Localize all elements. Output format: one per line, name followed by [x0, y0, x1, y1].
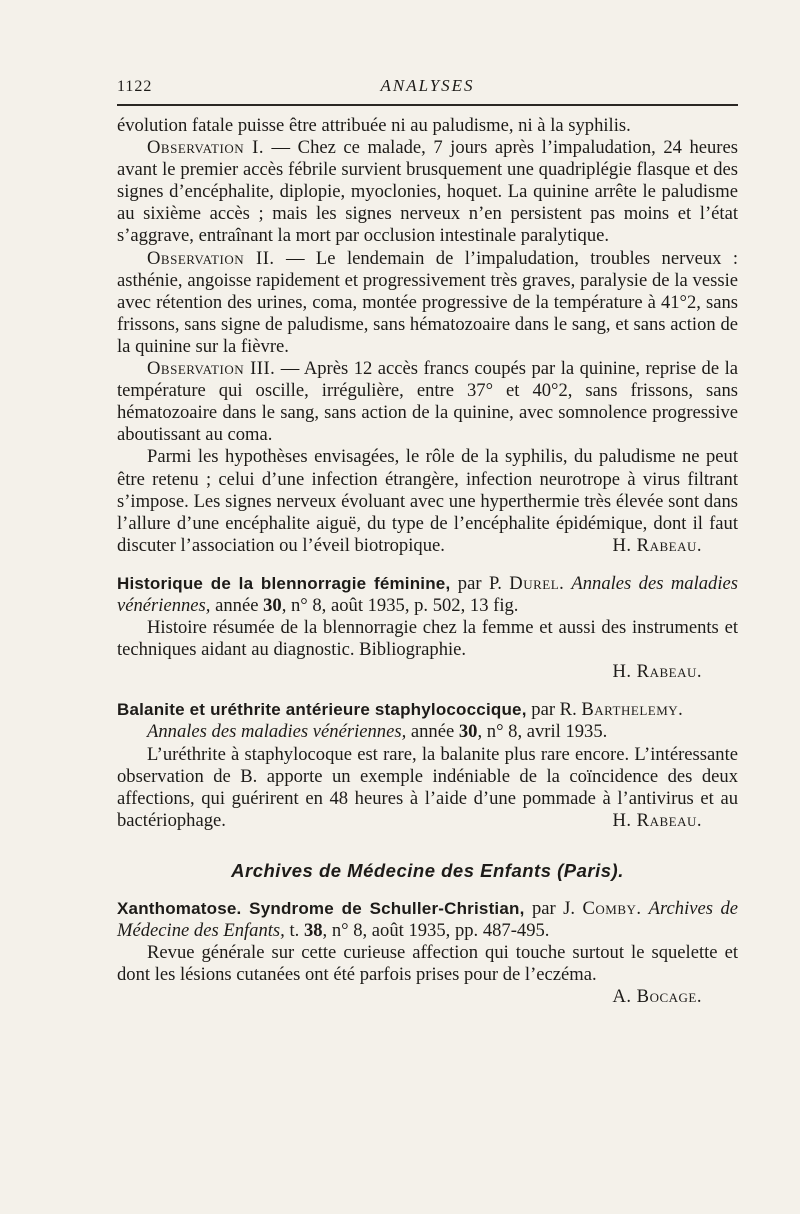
reference-details: , n° 8, août 1935, pp. 487-495.: [322, 920, 550, 942]
reference-1: [117, 573, 738, 617]
observation-1-label: Observation I.: [147, 137, 264, 159]
observation-1-text: — Chez ce malade, 7 jours après l’impaludation, 24 heures avant le premier accès fébrile survient brusquement une quadriplégie flasque et des signes d’encéphalite, diplopie, myoclonies, hoquet. La quinine arrête le paludisme au sixième accès ; mais les signes nerveux n’en persistent pas moins et l’état s’aggrave, entraînant la mort par occlusion intestinale paralytique.: [117, 137, 738, 247]
reference-journal: Annales des maladies vénériennes,: [147, 721, 407, 743]
reference-3-abstract: [117, 942, 738, 1008]
discussion-text: Parmi les hypothèses envisagées, le rôle de la syphilis, du paludisme ne peut être retenu ; celui d’une infection étrangère, infection neurotrope à virus filtrant s’impose. Les signes nerveux évoluant avec une hyperthermie très élevée sont dans l’allure d’une encéphalite aiguë, du type de l’encéphalite épidémique, dont il faut discuter l’association ou l’éveil biotropique.: [117, 446, 738, 556]
observation-2: [117, 248, 738, 358]
section-title: Archives de Médecine des Enfants (Paris).: [231, 859, 624, 881]
observation-3-label: Observation III.: [147, 358, 276, 380]
reference-volume: 38: [303, 920, 323, 942]
reference-author: Durel.: [509, 572, 565, 594]
reference-by: par P.: [450, 572, 510, 594]
abstract-text: L’uréthrite à staphylocoque est rare, la balanite plus rare encore. L’intéressante observation de B. apporte un exemple indéniable de la coïncidence des deux affections, qui guérirent en 48 heures à l’aide d’une pommade à l’antivirus et au bactériophage.: [117, 743, 738, 831]
observation-3-text: — Après 12 accès francs coupés par la quinine, reprise de la température qui oscille, irrégulière, entre 37° et 40°2, sans frissons, sans hématozoaire dans le sang, sans action de la quinine, avec somnolence progressive aboutissant au coma.: [117, 358, 738, 446]
signature: H. Rabeau.: [612, 661, 702, 683]
reference-title: Historique de la blennorragie féminine,: [117, 573, 451, 593]
running-title: ANALYSES: [380, 76, 475, 95]
reference-title: Xanthomatose. Syndrome de Schuller-Christian,: [117, 899, 525, 918]
reference-pre-volume: t.: [284, 920, 304, 942]
page-number: 1122: [117, 78, 153, 95]
continued-paragraph: évolution fatale puisse être attribuée ni au paludisme, ni à la syphilis.: [117, 115, 631, 136]
reference-by: par R.: [526, 699, 582, 721]
reference-2: [117, 699, 738, 743]
reference-details: , n° 8, août 1935, p. 502, 13 fig.: [281, 594, 519, 616]
signature: H. Rabeau.: [612, 809, 702, 831]
reference-2-abstract: [117, 744, 738, 832]
discussion-paragraph: [117, 446, 738, 556]
reference-pre-volume: année: [210, 594, 264, 616]
signature: A. Bocage.: [612, 986, 702, 1008]
reference-journal: Annales des maladies vénériennes,: [117, 572, 739, 616]
observation-2-text: — Le lendemain de l’impaludation, troubles nerveux : asthénie, angoisse rapidement et progressivement très graves, paralysie de la vessie avec rétention des urines, coma, montée progressive de la température à 41°2, sans frissons, sans signe de paludisme, sans hématozoaire dans le sang, et sans action de la quinine sur la fièvre.: [117, 247, 738, 357]
reference-journal: Archives de Médecine des Enfants,: [117, 898, 738, 942]
page-body: [117, 115, 738, 1008]
header-rule: [117, 104, 738, 106]
signature: H. Rabeau.: [612, 534, 702, 556]
reference-pre-volume: année: [406, 721, 459, 743]
reference-author: Comby.: [582, 898, 642, 919]
reference-volume: 30: [458, 721, 478, 743]
reference-1-abstract: Histoire résumée de la blennorragie chez la femme et aussi des instruments et techniques aidant au diagnostic. Bibliographie.: [117, 617, 738, 661]
page-header: [117, 76, 738, 100]
observation-2-label: Observation II.: [147, 247, 275, 269]
observation-1: [117, 137, 738, 247]
abstract-text: Revue générale sur cette curieuse affection qui touche surtout le squelette et dont les lésions cutanées ont été parfois prises pour de l’eczéma.: [117, 942, 738, 986]
reference-title: Balanite et uréthrite antérieure staphylococcique,: [117, 700, 527, 720]
observation-3: [117, 358, 738, 446]
reference-by: par J.: [524, 898, 583, 919]
reference-volume: 30: [263, 594, 282, 616]
reference-author: Barthelemy.: [581, 699, 684, 721]
reference-3: [117, 898, 738, 942]
reference-details: , n° 8, avril 1935.: [477, 721, 608, 743]
